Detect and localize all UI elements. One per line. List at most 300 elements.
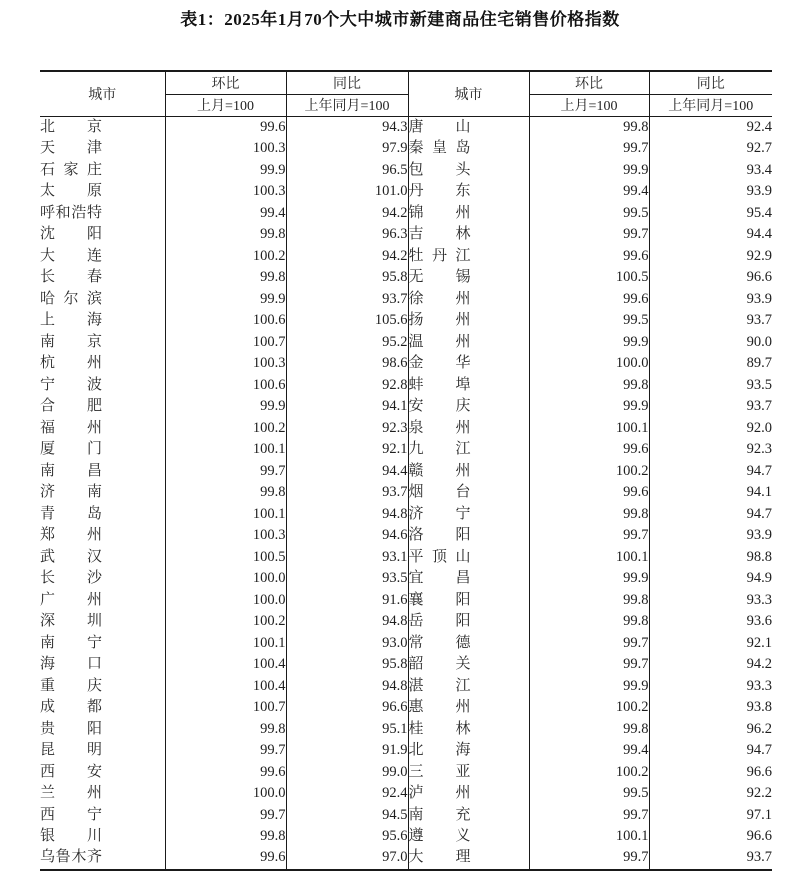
city-name-right bbox=[408, 418, 529, 439]
city-name-right bbox=[408, 246, 529, 267]
city-label: 青岛 bbox=[40, 505, 102, 522]
yoy-value-left: 94.8 bbox=[286, 504, 408, 525]
yoy-value-right: 92.2 bbox=[649, 783, 772, 804]
mom-value-left: 100.1 bbox=[165, 439, 286, 460]
city-name-right bbox=[408, 805, 529, 826]
mom-value-left: 100.1 bbox=[165, 633, 286, 654]
mom-value-right: 100.0 bbox=[529, 353, 649, 374]
yoy-value-left: 93.7 bbox=[286, 482, 408, 503]
city-label: 牡丹江 bbox=[408, 247, 471, 264]
city-label: 唐山 bbox=[408, 119, 471, 135]
mom-value-left: 99.7 bbox=[165, 805, 286, 826]
city-name-left bbox=[40, 654, 165, 675]
yoy-value-left: 101.0 bbox=[286, 181, 408, 202]
city-name-right bbox=[408, 224, 529, 245]
city-name-left bbox=[40, 482, 165, 503]
yoy-value-right: 95.4 bbox=[649, 203, 772, 224]
city-name-right bbox=[408, 375, 529, 396]
table-row bbox=[40, 611, 772, 632]
city-label: 长沙 bbox=[40, 570, 102, 587]
city-name-right bbox=[408, 697, 529, 718]
yoy-value-right: 93.9 bbox=[649, 289, 772, 310]
yoy-value-left: 105.6 bbox=[286, 310, 408, 331]
yoy-value-right: 93.6 bbox=[649, 611, 772, 632]
city-label: 广州 bbox=[40, 591, 102, 608]
mom-value-right: 99.4 bbox=[529, 740, 649, 761]
city-name-right bbox=[408, 826, 529, 847]
yoy-value-right: 93.9 bbox=[649, 181, 772, 202]
city-label: 赣州 bbox=[408, 462, 471, 479]
mom-value-left: 99.9 bbox=[165, 396, 286, 417]
price-index-table bbox=[40, 70, 772, 871]
table-row bbox=[40, 461, 772, 482]
city-label: 西安 bbox=[40, 763, 102, 780]
city-label: 安庆 bbox=[408, 398, 471, 415]
yoy-value-left: 92.8 bbox=[286, 375, 408, 396]
mom-value-left: 99.8 bbox=[165, 719, 286, 740]
yoy-value-left: 98.6 bbox=[286, 353, 408, 374]
city-name-left bbox=[40, 590, 165, 611]
city-name-left bbox=[40, 203, 165, 224]
mom-value-right: 100.2 bbox=[529, 461, 649, 482]
yoy-value-right: 93.4 bbox=[649, 160, 772, 181]
yoy-value-left: 93.0 bbox=[286, 633, 408, 654]
city-label: 湛江 bbox=[408, 677, 471, 694]
mom-value-right: 99.8 bbox=[529, 590, 649, 611]
city-name-right bbox=[408, 654, 529, 675]
yoy-value-left: 99.0 bbox=[286, 762, 408, 783]
mom-value-right: 99.8 bbox=[529, 375, 649, 396]
city-label: 九江 bbox=[408, 441, 471, 458]
mom-value-right: 99.6 bbox=[529, 439, 649, 460]
table-row bbox=[40, 783, 772, 804]
table-row bbox=[40, 847, 772, 869]
mom-value-left: 100.0 bbox=[165, 590, 286, 611]
city-name-right bbox=[408, 504, 529, 525]
yoy-value-left: 95.6 bbox=[286, 826, 408, 847]
city-name-right bbox=[408, 740, 529, 761]
city-name-right bbox=[408, 590, 529, 611]
city-label: 泉州 bbox=[408, 419, 471, 436]
mom-value-left: 100.3 bbox=[165, 525, 286, 546]
mom-value-right: 99.5 bbox=[529, 310, 649, 331]
city-name-left bbox=[40, 633, 165, 654]
city-label: 丹东 bbox=[408, 183, 471, 200]
table-row bbox=[40, 117, 772, 139]
table-row bbox=[40, 246, 772, 267]
mom-value-right: 100.2 bbox=[529, 762, 649, 783]
mom-value-right: 99.7 bbox=[529, 525, 649, 546]
city-label: 重庆 bbox=[40, 677, 102, 694]
city-label: 北京 bbox=[40, 119, 102, 135]
city-name-right bbox=[408, 847, 529, 869]
mom-value-left: 99.6 bbox=[165, 762, 286, 783]
yoy-value-left: 97.0 bbox=[286, 847, 408, 869]
city-label: 遵义 bbox=[408, 827, 471, 844]
city-label: 宜昌 bbox=[408, 570, 471, 587]
table-row bbox=[40, 504, 772, 525]
table-row bbox=[40, 826, 772, 847]
yoy-value-right: 93.7 bbox=[649, 396, 772, 417]
mom-value-right: 100.2 bbox=[529, 697, 649, 718]
city-name-right bbox=[408, 568, 529, 589]
yoy-value-right: 94.4 bbox=[649, 224, 772, 245]
city-name-right bbox=[408, 676, 529, 697]
yoy-value-right: 94.1 bbox=[649, 482, 772, 503]
city-name-left bbox=[40, 224, 165, 245]
city-label: 南昌 bbox=[40, 462, 102, 479]
header-mom-right: 环比 bbox=[529, 71, 649, 94]
mom-value-left: 99.8 bbox=[165, 482, 286, 503]
city-name-right bbox=[408, 289, 529, 310]
mom-value-right: 99.7 bbox=[529, 654, 649, 675]
city-name-right bbox=[408, 396, 529, 417]
table-row bbox=[40, 138, 772, 159]
city-name-left bbox=[40, 826, 165, 847]
city-name-right bbox=[408, 160, 529, 181]
mom-value-right: 99.9 bbox=[529, 160, 649, 181]
yoy-value-right: 98.8 bbox=[649, 547, 772, 568]
mom-value-right: 99.5 bbox=[529, 783, 649, 804]
header-yoy-base-left: 上年同月=100 bbox=[286, 94, 408, 117]
table-row bbox=[40, 547, 772, 568]
city-label: 石家庄 bbox=[40, 161, 102, 178]
yoy-value-left: 94.2 bbox=[286, 203, 408, 224]
city-name-right bbox=[408, 611, 529, 632]
city-name-left bbox=[40, 375, 165, 396]
yoy-value-left: 97.9 bbox=[286, 138, 408, 159]
city-label: 南宁 bbox=[40, 634, 102, 651]
table-row bbox=[40, 568, 772, 589]
yoy-value-right: 93.3 bbox=[649, 590, 772, 611]
city-label: 惠州 bbox=[408, 699, 471, 716]
header-yoy-right: 同比 bbox=[649, 71, 772, 94]
city-name-right bbox=[408, 525, 529, 546]
yoy-value-right: 96.6 bbox=[649, 826, 772, 847]
city-label: 哈尔滨 bbox=[40, 290, 102, 307]
city-label: 济南 bbox=[40, 484, 102, 501]
mom-value-left: 100.5 bbox=[165, 547, 286, 568]
city-name-right bbox=[408, 439, 529, 460]
table-row bbox=[40, 439, 772, 460]
city-label: 烟台 bbox=[408, 484, 471, 501]
yoy-value-left: 93.1 bbox=[286, 547, 408, 568]
yoy-value-left: 95.1 bbox=[286, 719, 408, 740]
yoy-value-right: 94.2 bbox=[649, 654, 772, 675]
city-label: 桂林 bbox=[408, 720, 471, 737]
yoy-value-right: 93.7 bbox=[649, 847, 772, 869]
city-name-left bbox=[40, 396, 165, 417]
header-row-1 bbox=[40, 71, 772, 94]
yoy-value-right: 94.7 bbox=[649, 461, 772, 482]
city-label: 郑州 bbox=[40, 527, 102, 544]
yoy-value-right: 94.7 bbox=[649, 740, 772, 761]
city-label: 大连 bbox=[40, 247, 102, 264]
city-name-left bbox=[40, 353, 165, 374]
city-name-left bbox=[40, 504, 165, 525]
yoy-value-left: 94.8 bbox=[286, 611, 408, 632]
city-label: 泸州 bbox=[408, 785, 471, 802]
city-label: 襄阳 bbox=[408, 591, 471, 608]
mom-value-right: 99.8 bbox=[529, 117, 649, 139]
city-label: 银川 bbox=[40, 827, 102, 844]
mom-value-right: 99.9 bbox=[529, 332, 649, 353]
mom-value-right: 100.1 bbox=[529, 418, 649, 439]
yoy-value-right: 92.3 bbox=[649, 439, 772, 460]
table-row bbox=[40, 676, 772, 697]
city-label: 乌鲁木齐 bbox=[40, 849, 102, 866]
city-name-right bbox=[408, 783, 529, 804]
yoy-value-left: 95.8 bbox=[286, 654, 408, 675]
mom-value-left: 99.7 bbox=[165, 461, 286, 482]
yoy-value-left: 96.6 bbox=[286, 697, 408, 718]
table-row bbox=[40, 418, 772, 439]
city-label: 海口 bbox=[40, 656, 102, 673]
yoy-value-right: 93.8 bbox=[649, 697, 772, 718]
header-mom-base-right: 上月=100 bbox=[529, 94, 649, 117]
mom-value-left: 99.8 bbox=[165, 267, 286, 288]
yoy-value-left: 93.5 bbox=[286, 568, 408, 589]
city-name-left bbox=[40, 847, 165, 869]
city-name-right bbox=[408, 353, 529, 374]
city-label: 贵阳 bbox=[40, 720, 102, 737]
yoy-value-right: 93.3 bbox=[649, 676, 772, 697]
yoy-value-left: 93.7 bbox=[286, 289, 408, 310]
city-name-left bbox=[40, 676, 165, 697]
city-name-left bbox=[40, 267, 165, 288]
table-row bbox=[40, 267, 772, 288]
mom-value-right: 99.9 bbox=[529, 568, 649, 589]
header-mom-base-left: 上月=100 bbox=[165, 94, 286, 117]
yoy-value-left: 96.3 bbox=[286, 224, 408, 245]
city-label: 常德 bbox=[408, 634, 471, 651]
yoy-value-right: 93.5 bbox=[649, 375, 772, 396]
mom-value-left: 99.9 bbox=[165, 289, 286, 310]
mom-value-left: 100.7 bbox=[165, 697, 286, 718]
city-name-right bbox=[408, 482, 529, 503]
yoy-value-right: 90.0 bbox=[649, 332, 772, 353]
city-label: 深圳 bbox=[40, 613, 102, 630]
city-label: 济宁 bbox=[408, 505, 471, 522]
mom-value-right: 99.7 bbox=[529, 633, 649, 654]
table-row bbox=[40, 525, 772, 546]
city-label: 吉林 bbox=[408, 226, 471, 243]
header-city-left: 城市 bbox=[40, 71, 165, 117]
city-label: 呼和浩特 bbox=[40, 204, 102, 221]
city-name-left bbox=[40, 117, 165, 139]
city-name-left bbox=[40, 525, 165, 546]
city-name-right bbox=[408, 267, 529, 288]
city-label: 南京 bbox=[40, 333, 102, 350]
city-label: 温州 bbox=[408, 333, 471, 350]
yoy-value-right: 89.7 bbox=[649, 353, 772, 374]
city-name-left bbox=[40, 289, 165, 310]
city-name-left bbox=[40, 138, 165, 159]
mom-value-left: 99.8 bbox=[165, 224, 286, 245]
city-label: 福州 bbox=[40, 419, 102, 436]
mom-value-left: 100.1 bbox=[165, 504, 286, 525]
city-name-right bbox=[408, 203, 529, 224]
city-name-left bbox=[40, 439, 165, 460]
mom-value-right: 99.7 bbox=[529, 805, 649, 826]
city-label: 韶关 bbox=[408, 656, 471, 673]
city-label: 无锡 bbox=[408, 269, 471, 286]
city-name-right bbox=[408, 461, 529, 482]
mom-value-right: 99.5 bbox=[529, 203, 649, 224]
city-label: 扬州 bbox=[408, 312, 471, 329]
yoy-value-right: 97.1 bbox=[649, 805, 772, 826]
mom-value-right: 100.1 bbox=[529, 826, 649, 847]
mom-value-right: 100.1 bbox=[529, 547, 649, 568]
city-label: 洛阳 bbox=[408, 527, 471, 544]
city-name-left bbox=[40, 740, 165, 761]
header-yoy-left: 同比 bbox=[286, 71, 408, 94]
yoy-value-left: 94.6 bbox=[286, 525, 408, 546]
city-name-left bbox=[40, 310, 165, 331]
table-row bbox=[40, 160, 772, 181]
mom-value-left: 99.7 bbox=[165, 740, 286, 761]
city-label: 沈阳 bbox=[40, 226, 102, 243]
yoy-value-left: 94.3 bbox=[286, 117, 408, 139]
city-name-left bbox=[40, 332, 165, 353]
city-name-left bbox=[40, 805, 165, 826]
mom-value-right: 99.7 bbox=[529, 138, 649, 159]
yoy-value-left: 92.3 bbox=[286, 418, 408, 439]
city-name-left bbox=[40, 611, 165, 632]
mom-value-right: 99.8 bbox=[529, 611, 649, 632]
table-row bbox=[40, 181, 772, 202]
city-label: 包头 bbox=[408, 161, 471, 178]
yoy-value-right: 96.2 bbox=[649, 719, 772, 740]
city-name-right bbox=[408, 310, 529, 331]
mom-value-right: 99.8 bbox=[529, 504, 649, 525]
yoy-value-right: 92.9 bbox=[649, 246, 772, 267]
city-label: 平顶山 bbox=[408, 548, 471, 565]
yoy-value-right: 92.4 bbox=[649, 117, 772, 139]
yoy-value-right: 96.6 bbox=[649, 267, 772, 288]
city-name-left bbox=[40, 246, 165, 267]
yoy-value-left: 92.1 bbox=[286, 439, 408, 460]
yoy-value-right: 96.6 bbox=[649, 762, 772, 783]
table-row bbox=[40, 353, 772, 374]
yoy-value-right: 93.9 bbox=[649, 525, 772, 546]
mom-value-left: 100.2 bbox=[165, 418, 286, 439]
city-name-left bbox=[40, 418, 165, 439]
city-label: 宁波 bbox=[40, 376, 102, 393]
mom-value-right: 99.6 bbox=[529, 482, 649, 503]
table-row bbox=[40, 224, 772, 245]
mom-value-left: 100.6 bbox=[165, 310, 286, 331]
city-label: 杭州 bbox=[40, 355, 102, 372]
mom-value-left: 100.6 bbox=[165, 375, 286, 396]
yoy-value-left: 94.1 bbox=[286, 396, 408, 417]
header-yoy-base-right: 上年同月=100 bbox=[649, 94, 772, 117]
city-label: 上海 bbox=[40, 312, 102, 329]
mom-value-right: 99.6 bbox=[529, 246, 649, 267]
city-label: 徐州 bbox=[408, 290, 471, 307]
mom-value-left: 99.6 bbox=[165, 117, 286, 139]
city-name-right bbox=[408, 719, 529, 740]
header-mom-left: 环比 bbox=[165, 71, 286, 94]
yoy-value-left: 91.6 bbox=[286, 590, 408, 611]
mom-value-left: 100.2 bbox=[165, 246, 286, 267]
city-label: 厦门 bbox=[40, 441, 102, 458]
mom-value-left: 100.0 bbox=[165, 783, 286, 804]
yoy-value-left: 96.5 bbox=[286, 160, 408, 181]
city-label: 长春 bbox=[40, 269, 102, 286]
city-label: 太原 bbox=[40, 183, 102, 200]
city-name-right bbox=[408, 117, 529, 139]
city-label: 北海 bbox=[408, 742, 471, 759]
yoy-value-right: 94.7 bbox=[649, 504, 772, 525]
yoy-value-right: 94.9 bbox=[649, 568, 772, 589]
city-name-left bbox=[40, 762, 165, 783]
table-title: 表1：2025年1月70个大中城市新建商品住宅销售价格指数 bbox=[180, 10, 620, 29]
table-row bbox=[40, 762, 772, 783]
mom-value-left: 100.2 bbox=[165, 611, 286, 632]
header-city-right: 城市 bbox=[408, 71, 529, 117]
city-name-right bbox=[408, 138, 529, 159]
table-row bbox=[40, 719, 772, 740]
mom-value-left: 99.4 bbox=[165, 203, 286, 224]
city-label: 秦皇岛 bbox=[408, 140, 471, 157]
table-row bbox=[40, 203, 772, 224]
table-row bbox=[40, 740, 772, 761]
city-label: 南充 bbox=[408, 806, 471, 823]
city-label: 合肥 bbox=[40, 398, 102, 415]
city-name-right bbox=[408, 332, 529, 353]
city-label: 武汉 bbox=[40, 548, 102, 565]
table-row bbox=[40, 289, 772, 310]
city-name-left bbox=[40, 783, 165, 804]
city-label: 蚌埠 bbox=[408, 376, 471, 393]
city-label: 天津 bbox=[40, 140, 102, 157]
yoy-value-right: 92.1 bbox=[649, 633, 772, 654]
yoy-value-right: 93.7 bbox=[649, 310, 772, 331]
mom-value-right: 99.9 bbox=[529, 676, 649, 697]
city-label: 三亚 bbox=[408, 763, 471, 780]
mom-value-left: 100.3 bbox=[165, 138, 286, 159]
city-label: 金华 bbox=[408, 355, 471, 372]
table-row bbox=[40, 633, 772, 654]
mom-value-right: 99.8 bbox=[529, 719, 649, 740]
mom-value-right: 99.4 bbox=[529, 181, 649, 202]
mom-value-left: 99.9 bbox=[165, 160, 286, 181]
city-label: 岳阳 bbox=[408, 613, 471, 630]
table-body bbox=[40, 117, 772, 870]
mom-value-left: 100.7 bbox=[165, 332, 286, 353]
city-name-left bbox=[40, 461, 165, 482]
mom-value-left: 99.8 bbox=[165, 826, 286, 847]
mom-value-left: 99.6 bbox=[165, 847, 286, 869]
table-row bbox=[40, 590, 772, 611]
yoy-value-left: 94.4 bbox=[286, 461, 408, 482]
city-name-left bbox=[40, 719, 165, 740]
yoy-value-left: 94.5 bbox=[286, 805, 408, 826]
table-row bbox=[40, 332, 772, 353]
mom-value-left: 100.4 bbox=[165, 654, 286, 675]
table-row bbox=[40, 396, 772, 417]
mom-value-left: 100.3 bbox=[165, 181, 286, 202]
mom-value-right: 99.7 bbox=[529, 847, 649, 869]
mom-value-right: 99.7 bbox=[529, 224, 649, 245]
yoy-value-right: 92.0 bbox=[649, 418, 772, 439]
city-name-left bbox=[40, 697, 165, 718]
city-name-right bbox=[408, 633, 529, 654]
city-label: 大理 bbox=[408, 849, 471, 866]
mom-value-right: 99.9 bbox=[529, 396, 649, 417]
city-name-left bbox=[40, 181, 165, 202]
